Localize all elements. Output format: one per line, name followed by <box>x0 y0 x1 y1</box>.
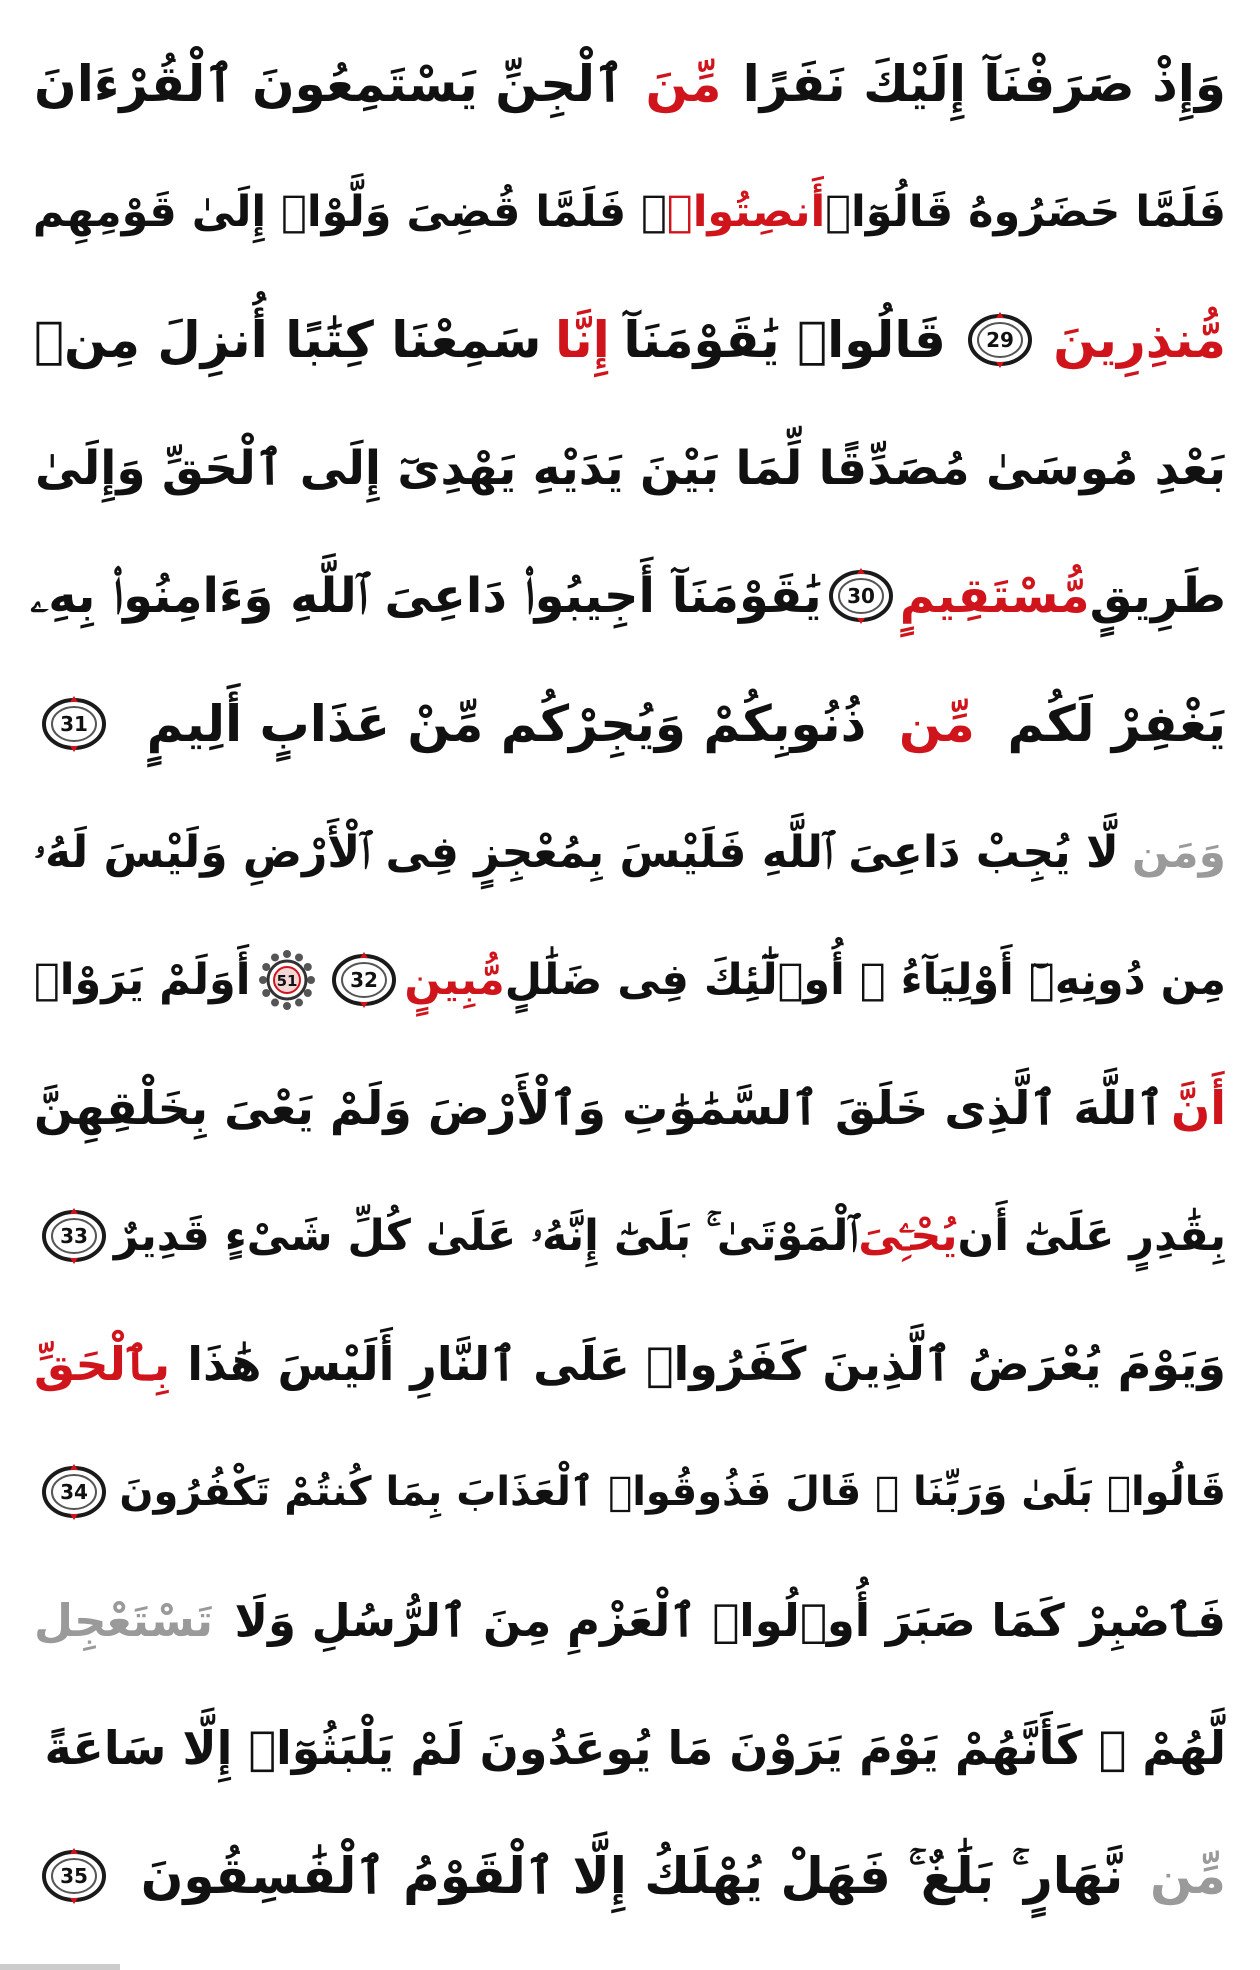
quran-page <box>30 20 1230 1950</box>
verse-line <box>30 1300 1230 1428</box>
verse-line <box>30 1428 1230 1556</box>
ayah-number: 30 <box>846 584 875 608</box>
hizb-number: 51 <box>277 972 298 990</box>
ayah-end-marker <box>40 1462 108 1522</box>
verse-text: أَوَلَمْ يَرَوْا۟ <box>34 955 251 1005</box>
tajweed-highlight: تَسْتَعْجِل <box>34 1593 214 1647</box>
verse-text: بَعْدِ مُوسَىٰ مُصَدِّقًا لِّمَا بَيْنَ يَدَيْهِ يَهْدِىٓ إِلَى ٱلْحَقِّ وَإِلَىٰ <box>35 440 1226 496</box>
verse-text: لَّا يُجِبْ دَاعِىَ ٱللَّهِ فَلَيْسَ بِمُعْجِزٍ فِى ٱلْأَرْضِ وَلَيْسَ لَهُۥ <box>34 826 1119 878</box>
verse-line <box>30 1812 1230 1940</box>
page-footer-strip <box>0 1964 120 1970</box>
verse-line <box>30 148 1230 276</box>
ayah-number: 29 <box>985 328 1014 352</box>
verse-line <box>30 1556 1230 1684</box>
tajweed-highlight: أَنَّ <box>1170 1081 1226 1135</box>
verse-text: قَالُوا۟ يَٰقَوْمَنَآ <box>623 311 946 369</box>
ayah-number: 31 <box>60 712 88 736</box>
verse-text: سَمِعْنَا كِتَٰبًا أُنزِلَ مِنۢ <box>34 311 542 369</box>
verse-line <box>30 660 1230 788</box>
verse-text: فَٱصْبِرْ كَمَا صَبَرَ أُو۟لُوا۟ ٱلْعَزْمِ مِنَ ٱلرُّسُلِ وَلَا <box>234 1593 1226 1647</box>
hizb-marker-icon <box>257 945 317 1015</box>
tajweed-highlight: يُحْـِۧىَ <box>858 1211 958 1261</box>
verse-text: ٱللَّهَ ٱلَّذِى خَلَقَ ٱلسَّمَٰوَٰتِ وَٱلْأَرْضَ وَلَمْ يَعْىَ بِخَلْقِهِنَّ <box>34 1081 1165 1135</box>
ayah-marker-icon <box>331 951 397 1009</box>
verse-text: طَرِيقٍ <box>1089 568 1226 624</box>
verse-line <box>30 532 1230 660</box>
verse-text: قَالُوا۟ بَلَىٰ وَرَبِّنَا ۚ قَالَ فَذُوقُوا۟ ٱلْعَذَابَ بِمَا كُنتُمْ تَكْفُرُونَ <box>119 1469 1226 1515</box>
ayah-end-marker <box>40 1206 108 1266</box>
verse-text: ٱلْمَوْتَىٰ ۚ بَلَىٰٓ إِنَّهُۥ عَلَىٰ كُلِّ شَىْءٍ قَدِيرٌ <box>113 1211 859 1261</box>
verse-line <box>30 1172 1230 1300</box>
tajweed-highlight: إِنَّا <box>555 311 610 369</box>
tajweed-highlight: مِّن <box>1150 1847 1226 1905</box>
verse-text: لَّهُمْ ۚ كَأَنَّهُمْ يَوْمَ يَرَوْنَ مَا يُوعَدُونَ لَمْ يَلْبَثُوٓا۟ إِلَّا سَاعَةً <box>44 1721 1226 1775</box>
ayah-end-marker <box>40 694 108 754</box>
verse-text: نَّهَارٍ ۚ بَلَٰغٌ ۚ فَهَلْ يُهْلَكُ إِلَّا ٱلْقَوْمُ ٱلْفَٰسِقُونَ <box>140 1846 1124 1905</box>
verse-text: وَإِذْ صَرَفْنَآ إِلَيْكَ نَفَرًا <box>742 55 1226 113</box>
verse-text: ذُنُوبِكُمْ وَيُجِرْكُم مِّنْ عَذَابٍ أَلِيمٍ <box>146 695 867 753</box>
verse-text: يَغْفِرْ لَكُم <box>1007 695 1226 753</box>
ayah-marker-icon <box>41 695 107 753</box>
verse-line <box>30 1044 1230 1172</box>
verse-text: بِقَٰدِرٍ عَلَىٰٓ أَن <box>957 1211 1226 1261</box>
ayah-marker-icon <box>41 1207 107 1265</box>
verse-text: ٱلْجِنِّ يَسْتَمِعُونَ ٱلْقُرْءَانَ <box>34 55 625 113</box>
ayah-marker-icon <box>828 567 894 625</box>
ayah-marker-icon <box>967 311 1033 369</box>
verse-text: ۖ فَلَمَّا قُضِىَ وَلَّوْا۟ إِلَىٰ قَوْمِهِم <box>32 187 667 237</box>
ayah-end-marker <box>828 566 894 626</box>
verse-text: فَلَمَّا حَضَرُوهُ قَالُوٓا۟ <box>825 187 1226 237</box>
tajweed-highlight: مِّن <box>898 695 975 753</box>
ayah-number: 35 <box>60 1864 88 1888</box>
ayah-number: 32 <box>350 968 379 992</box>
tajweed-highlight: مِّنَ <box>645 55 722 113</box>
verse-text: مِن دُونِهِۦٓ أَوْلِيَآءُ ۚ أُو۟لَٰٓئِكَ فِى ضَلَٰلٍ <box>504 955 1226 1005</box>
tajweed-highlight: مُّبِينٍ <box>404 955 505 1005</box>
verse-line <box>30 20 1230 148</box>
ayah-end-marker <box>330 950 398 1010</box>
ayah-number: 33 <box>60 1224 88 1248</box>
ayah-marker-icon <box>41 1463 107 1521</box>
tajweed-highlight: بِٱلْحَقِّ <box>34 1337 171 1391</box>
verse-line <box>30 404 1230 532</box>
verse-line <box>30 1684 1230 1812</box>
ayah-marker-icon <box>41 1847 107 1905</box>
verse-line <box>30 788 1230 916</box>
ayah-number: 34 <box>60 1480 88 1504</box>
verse-text: يَٰقَوْمَنَآ أَجِيبُوا۟ دَاعِىَ ٱللَّهِ وَءَامِنُوا۟ بِهِۦ <box>30 567 822 624</box>
tajweed-highlight: وَمَن <box>1131 826 1226 878</box>
ayah-end-marker <box>40 1846 108 1906</box>
verse-line <box>30 276 1230 404</box>
tajweed-highlight: مُّسْتَقِيمٍ <box>899 568 1090 624</box>
verse-text: وَيَوْمَ يُعْرَضُ ٱلَّذِينَ كَفَرُوا۟ عَلَى ٱلنَّارِ أَلَيْسَ هَٰذَا <box>187 1337 1226 1391</box>
hizb-marker <box>254 944 320 1016</box>
tajweed-highlight: مُّنذِرِينَ <box>1053 311 1226 369</box>
verse-line <box>30 916 1230 1044</box>
tajweed-highlight: أَنصِتُوا۟ <box>666 187 826 237</box>
ayah-end-marker <box>966 310 1034 370</box>
